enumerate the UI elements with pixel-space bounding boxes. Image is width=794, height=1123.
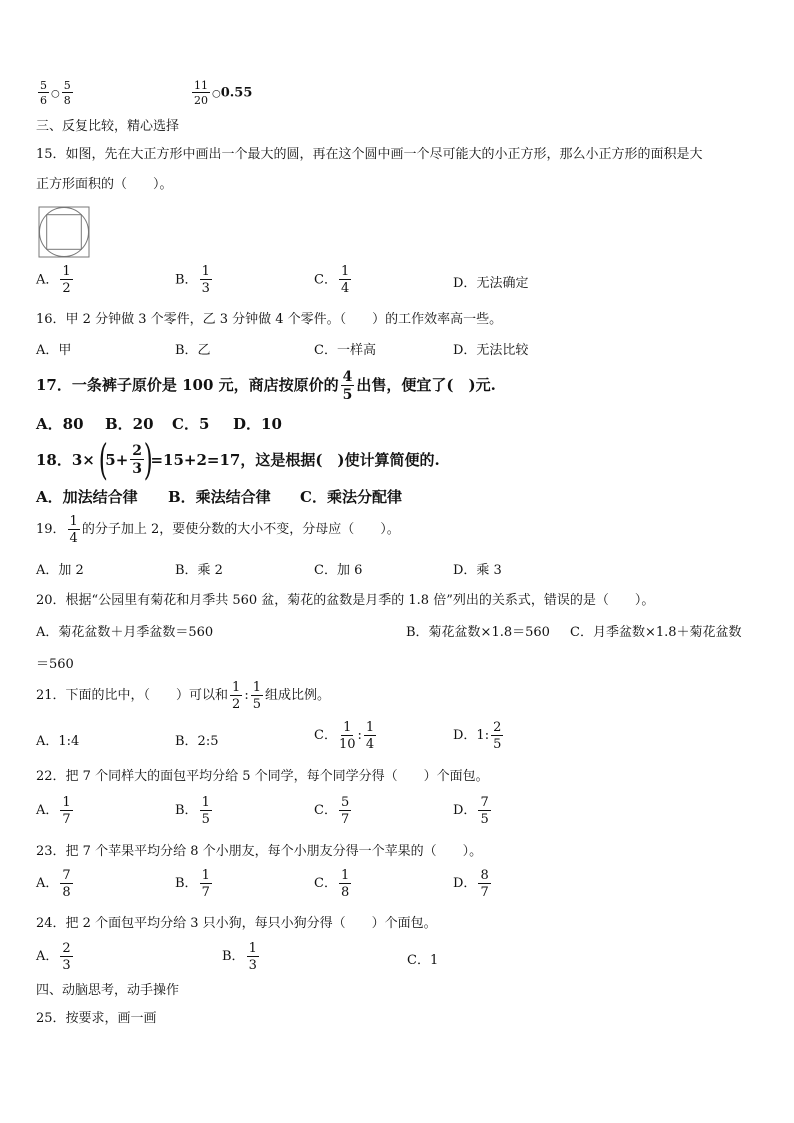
option-d[interactable]: D． $\frac{7}{5}$ <box>453 795 489 827</box>
option-a[interactable]: A． $\frac{2}{3}$ <box>36 941 71 973</box>
option-a[interactable]: A．1:4 <box>36 734 80 749</box>
section-heading: 四、动脑思考，动手操作 <box>36 983 180 998</box>
fraction: $\frac{1}{5}$ <box>201 795 210 827</box>
question-text: 25．按要求，画一画 <box>36 1011 157 1026</box>
option-b[interactable]: B．乘法结合律 <box>168 488 271 506</box>
compare-circle: ○ <box>212 88 221 100</box>
fraction: $\frac{2}{5}$ <box>493 720 502 752</box>
option-b[interactable]: B．2:5 <box>175 734 219 749</box>
question-text: 22．把 7 个同样大的面包平均分给 5 个同学，每个同学分得（ ）个面包。 <box>36 769 489 784</box>
fraction: $\frac{1}{4}$ <box>365 720 375 752</box>
option-b[interactable]: B． $\frac{1}{3}$ <box>222 941 257 973</box>
fraction: $\frac{2}{3}$ <box>62 941 71 973</box>
option-c[interactable]: C． $\frac{1}{4}$ <box>314 264 350 296</box>
option-b[interactable]: B． $\frac{1}{7}$ <box>175 868 210 900</box>
fraction: $\frac{2}{3}$ <box>132 443 143 477</box>
question-text: 23．把 7 个苹果平均分给 8 个小朋友，每个小朋友分得一个苹果的（ ）。 <box>36 844 483 859</box>
fraction: $\frac{5}{8}$ <box>63 79 71 107</box>
option-b[interactable]: B．菊花盆数×1.8＝560 <box>406 625 550 640</box>
fraction: $\frac{1}{2}$ <box>62 264 71 296</box>
option-b[interactable]: B．20 <box>105 415 154 433</box>
option-c[interactable]: C． $\frac{5}{7}$ <box>314 795 350 827</box>
question-text: 正方形面积的（ ）。 <box>36 177 173 192</box>
option-a[interactable]: A．加法结合律 <box>36 488 138 506</box>
fraction: $\frac{7}{8}$ <box>62 868 71 900</box>
fraction: $\frac{5}{7}$ <box>340 795 350 827</box>
section-heading: 三、反复比较，精心选择 <box>36 119 180 134</box>
option-c[interactable]: C．乘法分配律 <box>300 488 402 506</box>
fraction: $\frac{1}{10}$ <box>338 720 356 752</box>
question-text: 24．把 2 个面包平均分给 3 只小狗，每只小狗分得（ ）个面包。 <box>36 916 437 931</box>
fraction: $\frac{1}{4}$ <box>340 264 350 296</box>
option-d[interactable]: D．乘 3 <box>453 563 502 578</box>
question-text: 19． $\frac{1}{4}$ 的分子加上 2，要使分数的大小不变，分母应（ ）。 <box>36 514 400 546</box>
option-d[interactable]: D．10 <box>233 415 282 433</box>
option-c[interactable]: C．加 6 <box>314 563 363 578</box>
option-a[interactable]: A． $\frac{1}{7}$ <box>36 795 71 827</box>
question-text: 20．根据“公园里有菊花和月季共 560 盆，菊花的盆数是月季的 1.8 倍”列出的关系式，错误的是（ ）。 <box>36 593 655 608</box>
option-c[interactable]: C．一样高 <box>314 343 376 358</box>
option-c[interactable]: C． $\frac{1}{10}$ : $\frac{1}{4}$ <box>314 720 375 752</box>
option-a[interactable]: A． $\frac{1}{2}$ <box>36 264 71 296</box>
option-c[interactable]: C． $\frac{1}{8}$ <box>314 868 350 900</box>
question-text: 21．下面的比中，（ ）可以和 $\frac{1}{2}$ : $\frac{1}{5}$ 组成比例。 <box>36 680 331 712</box>
fraction: $\frac{7}{5}$ <box>480 795 489 827</box>
fraction: $\frac{1}{7}$ <box>62 795 71 827</box>
option-a[interactable]: A．80 <box>36 415 84 433</box>
fraction: $\frac{1}{2}$ <box>232 680 241 712</box>
compare-b: $\frac{11}{20}$ ○0.55 <box>194 79 253 107</box>
question-text: 17．一条裤子原价是 100 元，商店按原价的 $\frac{4}{5}$ 出售，便宜了( )元. <box>36 369 496 403</box>
fraction: $\frac{1}{5}$ <box>252 680 261 712</box>
square-circle-figure <box>38 206 90 258</box>
option-d[interactable]: D． $\frac{8}{7}$ <box>453 868 489 900</box>
fraction: $\frac{1}{3}$ <box>201 264 210 296</box>
option-d[interactable]: D．无法比较 <box>453 343 529 358</box>
option-a[interactable]: A．加 2 <box>36 563 84 578</box>
fraction: $\frac{1}{7}$ <box>201 868 210 900</box>
fraction: $\frac{1}{4}$ <box>69 514 78 546</box>
option-c-continued: ＝560 <box>36 657 74 672</box>
option-b[interactable]: B．乙 <box>175 343 211 358</box>
compare-circle: ○ <box>51 88 60 100</box>
option-d[interactable]: D．1: $\frac{2}{5}$ <box>453 720 502 752</box>
compare-a <box>36 80 75 106</box>
fraction: $\frac{1}{8}$ <box>340 868 350 900</box>
fraction: $\frac{1}{3}$ <box>248 941 257 973</box>
option-c[interactable]: C．月季盆数×1.8＋菊花盆数 <box>570 625 742 640</box>
fraction: $\frac{5}{6}$ <box>40 79 47 107</box>
option-a[interactable]: A．甲 <box>36 343 72 358</box>
option-d[interactable]: D．无法确定 <box>453 276 529 291</box>
option-b[interactable]: B． $\frac{1}{3}$ <box>175 264 210 296</box>
option-c[interactable]: C．1 <box>407 953 439 968</box>
fraction: $\frac{8}{7}$ <box>480 868 489 900</box>
fraction: $\frac{4}{5}$ <box>342 369 353 403</box>
option-b[interactable]: B． $\frac{1}{5}$ <box>175 795 210 827</box>
option-c[interactable]: C．5 <box>172 415 210 433</box>
question-text: 18．3×(5+ $\frac{2}{3}$ )=15+2=17，这是根据( )使计算简便的. <box>36 435 440 484</box>
fraction: $\frac{11}{20}$ <box>194 79 208 107</box>
option-b[interactable]: B．乘 2 <box>175 563 223 578</box>
option-a[interactable]: A． $\frac{7}{8}$ <box>36 868 71 900</box>
option-a[interactable]: A．菊花盆数＋月季盆数＝560 <box>36 625 214 640</box>
question-text: 15．如图，先在大正方形中画出一个最大的圆，再在这个圆中画一个尽可能大的小正方形，那么小正方形的面积是大 <box>36 147 703 162</box>
question-text: 16．甲 2 分钟做 3 个零件，乙 3 分钟做 4 个零件。（ ）的工作效率高一些。 <box>36 312 503 327</box>
